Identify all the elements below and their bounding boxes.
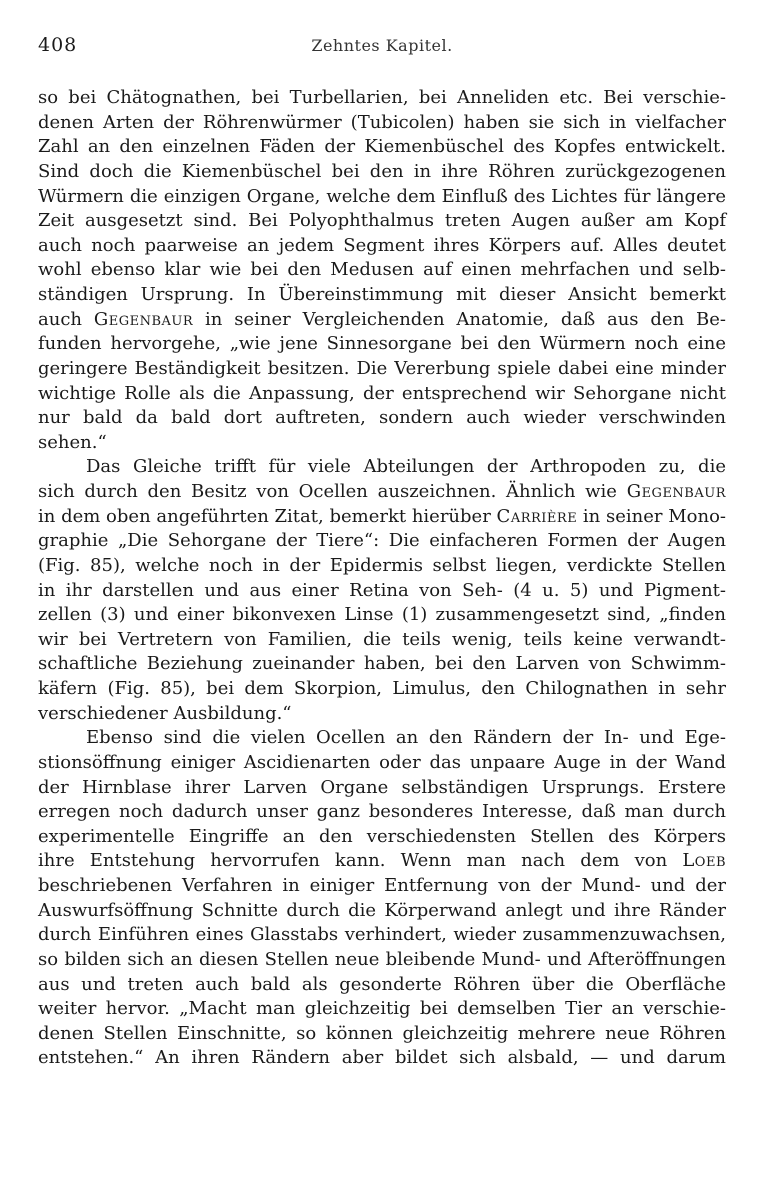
text-line: weiter hervor. „Macht man gleichzeitig bei demselben Tier an verschie- [38,998,726,1020]
text-line: durch Einführen eines Glasstabs verhindert, wieder zusammenzuwachsen, [38,924,726,946]
author-name: Loeb [682,850,726,872]
page-number: 408 [38,34,78,56]
text-line: aus und treten auch bald als gesonderte Röhren über die Oberfläche [38,973,726,995]
text-line: wohl ebenso klar wie bei den Medusen auf einen mehrfachen und selb- [38,259,726,281]
text-segment: auch [38,308,94,330]
text-segment: in dem oben angeführten Zitat, bemerkt hierüber [38,505,497,527]
text-line: zellen (3) und einer bikonvexen Linse (1) zusammengesetzt sind, „finden [38,604,726,626]
text-line: Zahl an den einzelnen Fäden der Kiemenbüschel des Kopfes entwickelt. [38,136,726,158]
text-line [38,308,726,333]
text-line: nur bald da bald dort auftreten, sondern auch wieder verschwinden [38,407,726,429]
text-line: funden hervorgehe, „wie jene Sinnesorgane bei den Würmern noch eine [38,333,726,355]
text-line: sehen.“ [38,431,107,453]
text-line [38,849,726,874]
text-line: entstehen.“ An ihren Rändern aber bildet sich alsbald, — und darum [38,1047,726,1069]
text-line [38,505,726,530]
text-line: Würmern die einzigen Organe, welche dem Einfluß des Lichtes für längere [38,185,726,207]
author-name: Carrière [496,505,578,527]
text-line: erregen noch dadurch unser ganz besonderes Interesse, daß man durch [38,801,726,823]
text-line [38,480,726,505]
text-line: auch noch paarweise an jedem Segment ihres Körpers auf. Alles deutet [38,234,726,256]
text-line: Auswurfsöffnung Schnitte durch die Körperwand anlegt und ihre Ränder [38,899,726,921]
page-header [38,34,726,58]
text-segment: in seiner Mono- [577,505,727,527]
text-line: käfern (Fig. 85), bei dem Skorpion, Limulus, den Chilognathen in sehr [38,678,726,699]
running-head: Zehntes Kapitel. [311,36,453,55]
text-line: der Hirnblase ihrer Larven Organe selbständigen Ursprungs. Erstere [38,776,726,798]
text-line: denen Arten der Röhrenwürmer (Tubicolen) haben sie sich in vielfacher [38,111,726,133]
text-line: denen Stellen Einschnitte, so können gleichzeitig mehrere neue Röhren [38,1022,726,1044]
text-segment: sich durch den Besitz von Ocellen auszeichnen. Ähnlich wie [38,481,627,502]
text-line: wir bei Vertretern von Familien, die teils wenig, teils keine verwandt- [38,628,726,650]
text-line: so bei Chätognathen, bei Turbellarien, bei Anneliden etc. Bei verschie- [38,87,726,108]
text-line: schaftliche Beziehung zueinander haben, bei den Larven von Schwimm- [38,653,726,675]
text-line: beschriebenen Verfahren in einiger Entfernung von der Mund- und der [38,875,726,896]
text-line: Das Gleiche trifft für viele Abteilungen der Arthropoden zu, die [86,456,726,478]
text-line: ständigen Ursprung. In Übereinstimmung mit dieser Ansicht bemerkt [38,284,726,305]
author-name: Gegenbaur [93,308,194,330]
text-line: Zeit ausgesetzt sind. Bei Polyophthalmus treten Augen außer am Kopf [38,210,726,232]
text-line: in ihr darstellen und aus einer Retina von Seh- (4 u. 5) und Pigment- [38,579,726,601]
text-line: (Fig. 85), welche noch in der Epidermis selbst liegen, verdickte Stellen [38,554,726,576]
body-text [38,86,726,1071]
text-line: stionsöffnung einiger Ascidienarten oder das unpaare Auge in der Wand [38,751,726,773]
author-name: Gegenbaur [626,481,726,502]
text-line: so bilden sich an diesen Stellen neue bleibende Mund- und Afteröffnungen [38,948,726,970]
text-segment: in seiner Vergleichenden Anatomie, daß aus den Be- [193,308,726,330]
text-line: Sind doch die Kiemenbüschel bei den in ihre Röhren zurückgezogenen [38,160,726,182]
text-line: verschiedener Ausbildung.“ [38,702,292,724]
text-line: geringere Beständigkeit besitzen. Die Vererbung spiele dabei eine minder [38,357,726,379]
text-segment: ihre Entstehung hervorrufen kann. Wenn man nach dem von [38,850,683,872]
text-line: Ebenso sind die vielen Ocellen an den Rändern der In- und Ege- [86,727,726,749]
text-line: graphie „Die Sehorgane der Tiere“: Die einfacheren Formen der Augen [38,530,726,552]
text-line: wichtige Rolle als die Anpassung, der entsprechend wir Sehorgane nicht [38,382,726,404]
text-line: experimentelle Eingriffe an den verschiedensten Stellen des Körpers [38,825,726,847]
